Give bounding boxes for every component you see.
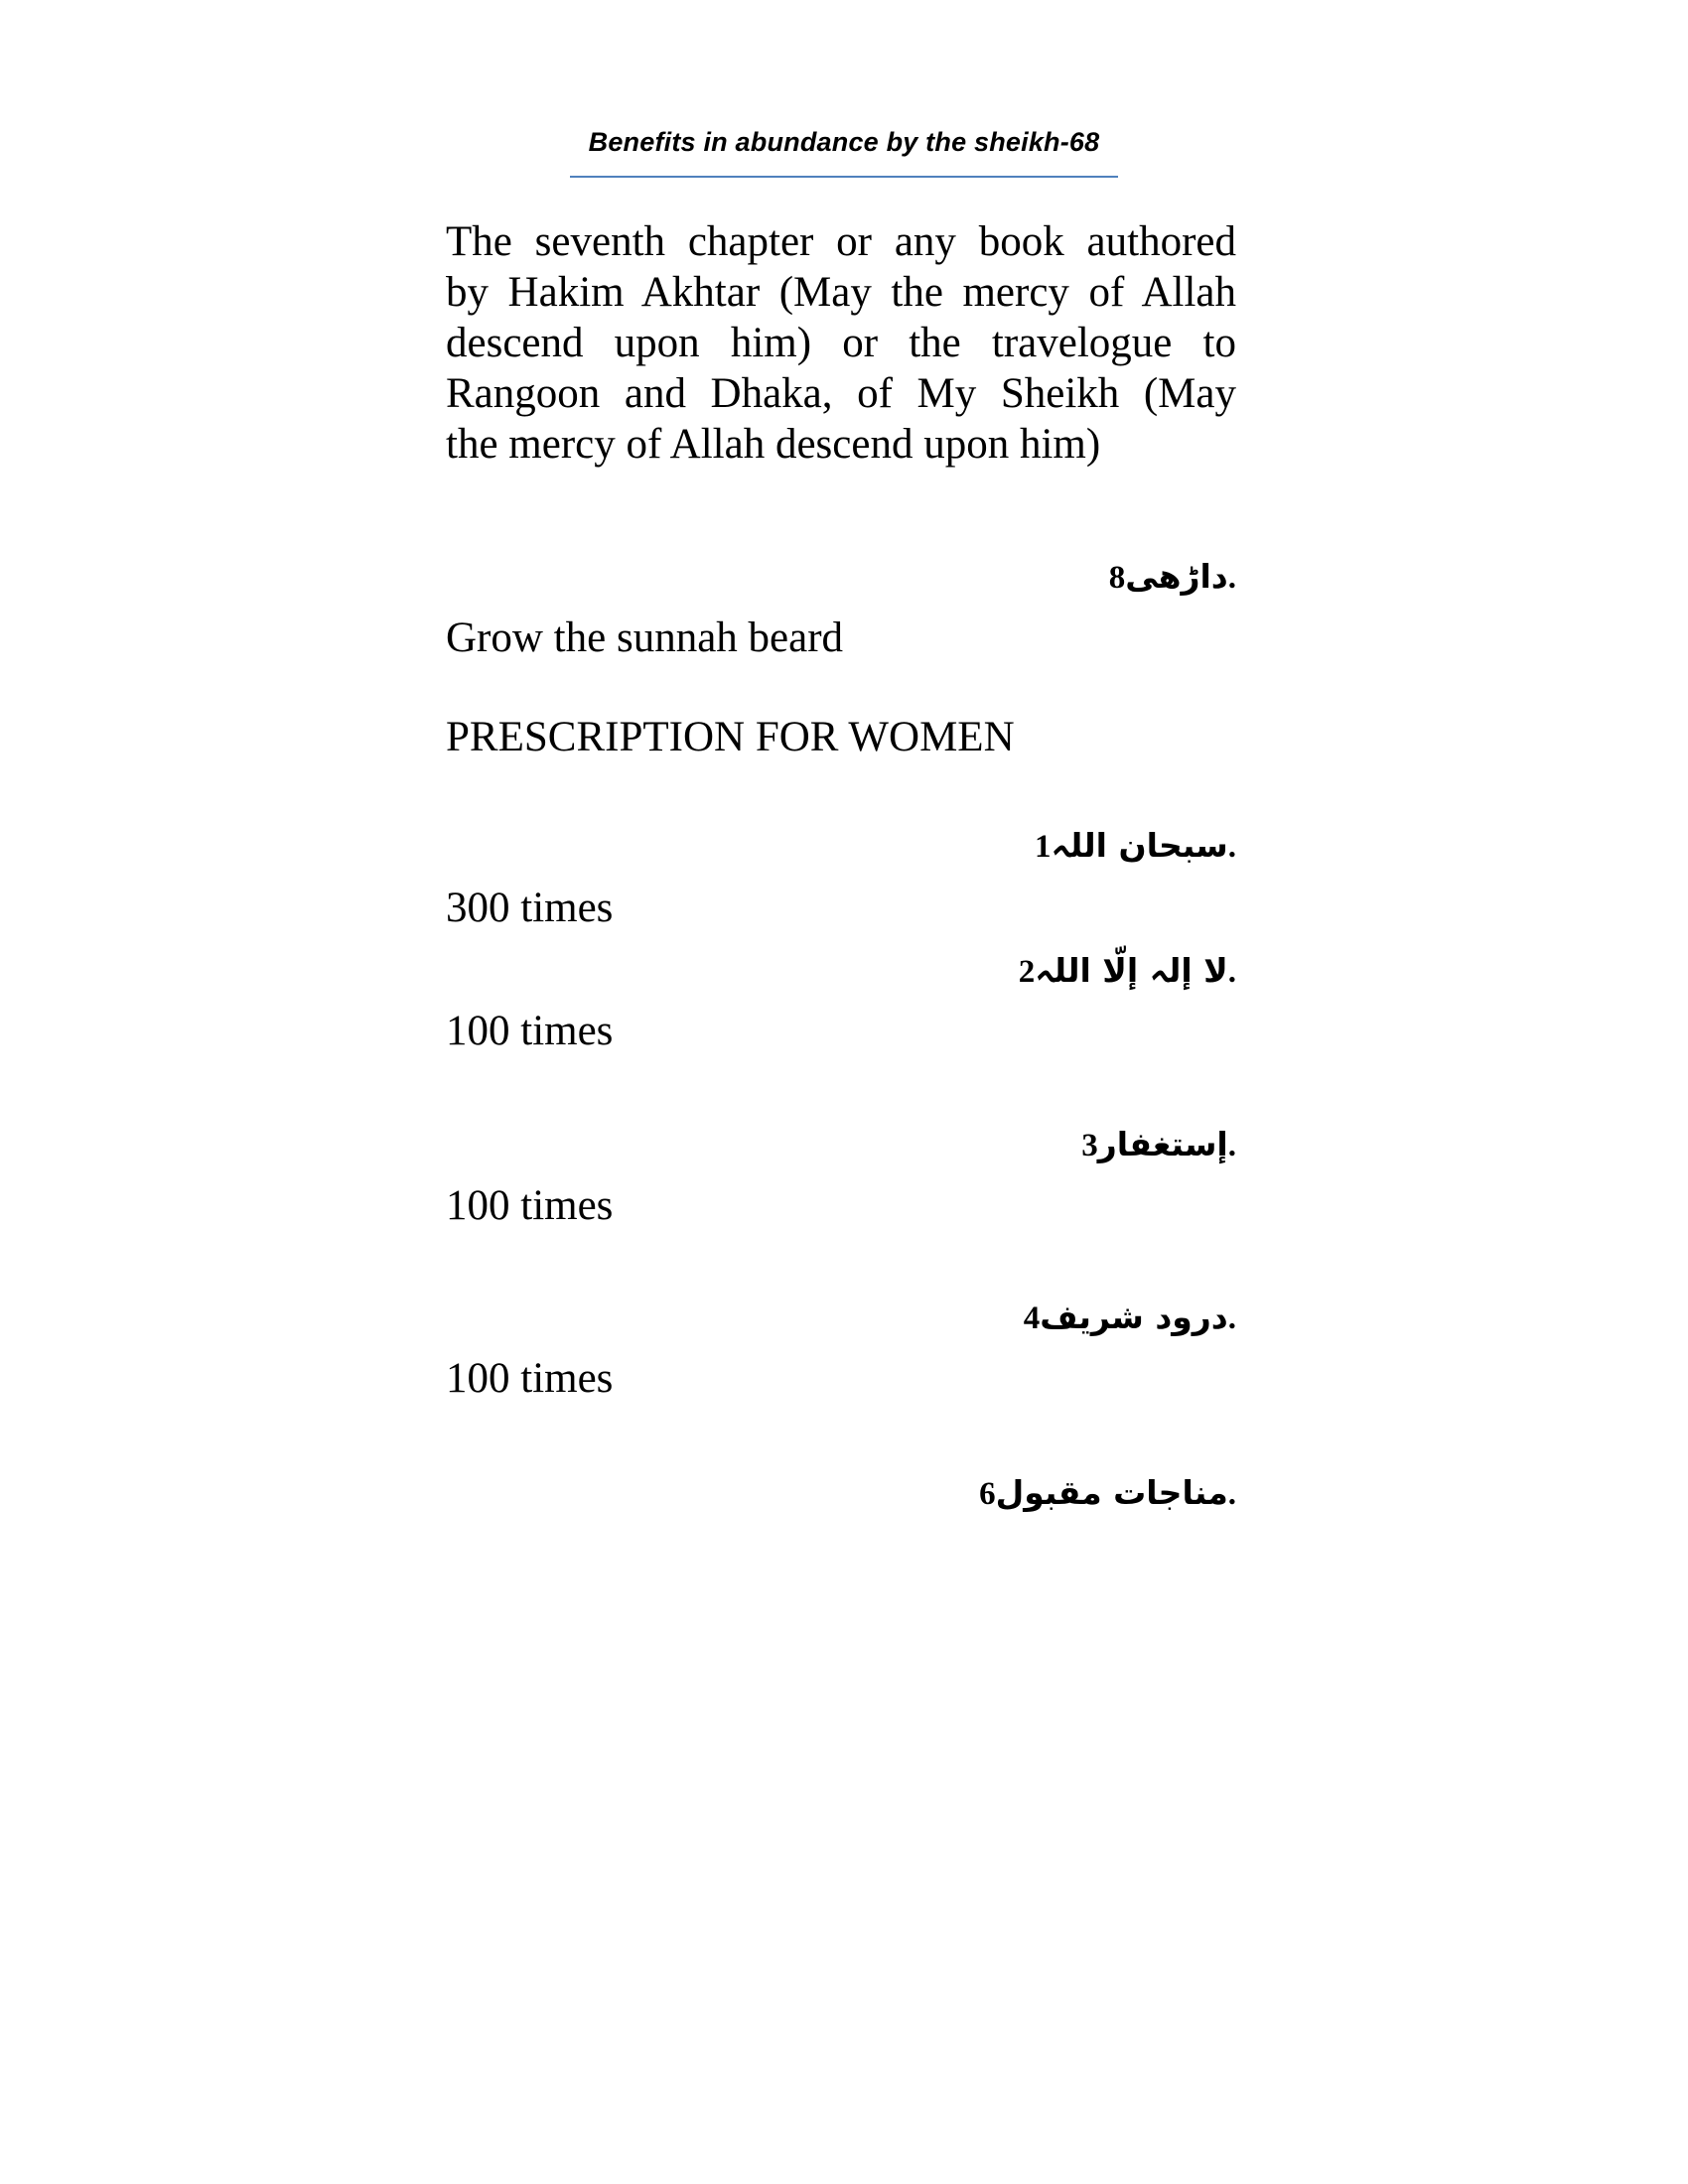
intro-line: by Hakim Akhtar (May the mercy of Allah: [446, 269, 1236, 316]
women-item-1-urdu-label: سبحان اللہ: [1051, 826, 1228, 865]
women-item-2-heading: [1019, 951, 1236, 991]
women-item-3-heading: [1081, 1125, 1236, 1164]
women-item-6-urdu-label: مناجات مقبول: [995, 1473, 1228, 1512]
intro-line: the mercy of Allah descend upon him): [446, 421, 1101, 468]
women-item-2-count: 100 times: [446, 1008, 614, 1054]
women-item-4-heading: [1024, 1297, 1236, 1337]
women-section-heading: PRESCRIPTION FOR WOMEN: [446, 714, 1015, 760]
women-item-6-heading: [979, 1473, 1236, 1513]
intro-line: Rangoon and Dhaka, of My Sheikh (May: [446, 370, 1236, 417]
women-item-6-number: 6.: [979, 1476, 1236, 1512]
women-item-3-number: 3.: [1081, 1128, 1236, 1163]
item-8-number: 8.: [1108, 560, 1236, 596]
women-item-1-number: 1.: [1034, 829, 1236, 865]
women-item-1-count: 300 times: [446, 885, 614, 931]
header-underline: [570, 176, 1118, 178]
item-8-urdu-label: داڑھی: [1125, 557, 1228, 596]
women-item-2-number: 2.: [1018, 954, 1236, 990]
women-item-3-count: 100 times: [446, 1182, 614, 1229]
intro-line: The seventh chapter or any book authored: [446, 218, 1236, 265]
item-8-text: Grow the sunnah beard: [446, 614, 844, 661]
page-header-title: Benefits in abundance by the sheikh-68: [588, 127, 1100, 157]
women-item-3-urdu-label: إستغفار: [1097, 1125, 1228, 1163]
intro-paragraph: [446, 216, 1236, 470]
women-item-2-urdu-label: لا إلہ إلّا اللہ: [1035, 951, 1228, 990]
item-8-heading: [1109, 557, 1236, 597]
women-item-4-number: 4.: [1023, 1300, 1236, 1336]
women-item-1-heading: [1035, 826, 1236, 866]
intro-line: descend upon him) or the travelogue to: [446, 320, 1236, 366]
women-item-4-urdu-label: درود شریف: [1040, 1297, 1228, 1336]
women-item-4-count: 100 times: [446, 1355, 614, 1402]
